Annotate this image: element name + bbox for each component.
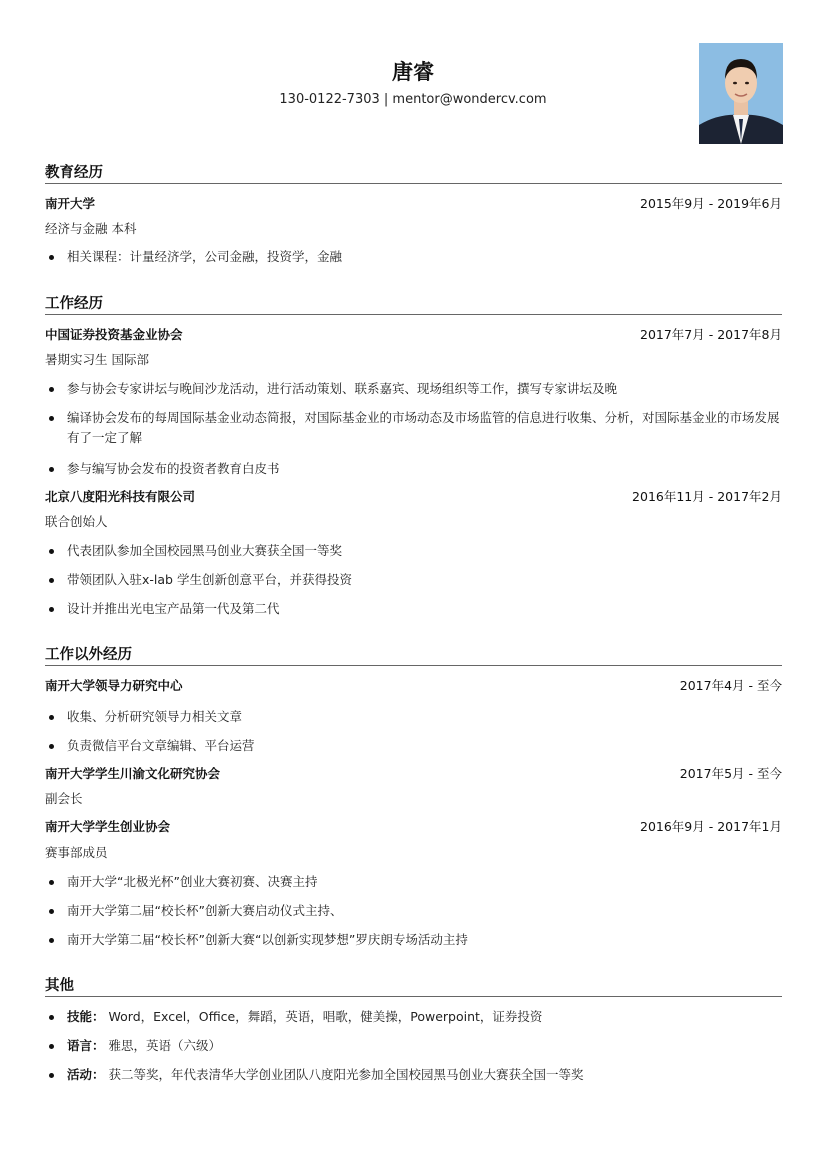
degree: 经济与金融 本科 — [45, 221, 137, 236]
date-range: 2015年9月 - 2019年6月 — [640, 196, 782, 211]
work-entry — [45, 326, 782, 344]
divider — [45, 996, 782, 997]
list-item: 收集、分析研究领导力相关文章 — [45, 707, 782, 727]
work-entry — [45, 488, 782, 506]
school-name: 南开大学 — [45, 196, 96, 211]
role: 副会长 — [45, 791, 83, 806]
list-item: 参与编写协会发布的投资者教育白皮书 — [45, 459, 782, 479]
misc-title: 其他 — [45, 978, 74, 994]
experience-entry — [45, 818, 782, 836]
activity-text: 获二等奖，年代表清华大学创业团队八度阳光参加全国校园黑马创业大赛获全国一等奖 — [108, 1067, 584, 1082]
organization-name: 南开大学领导力研究中心 — [45, 678, 183, 693]
date-range: 2017年4月 - 至今 — [679, 678, 782, 693]
language-label: 语言： — [67, 1038, 105, 1053]
work-section — [45, 292, 782, 315]
list-item: 设计并推出光电宝产品第一代及第二代 — [45, 599, 782, 619]
work-title: 工作经历 — [45, 296, 103, 312]
contact-info: 130-0122-7303 | mentor@wondercv.com — [279, 92, 547, 107]
skills-item — [45, 1007, 782, 1027]
date-range: 2016年9月 - 2017年1月 — [640, 819, 782, 834]
experience-entry — [45, 765, 782, 783]
list-item: 代表团队参加全国校园黑马创业大赛获全国一等奖 — [45, 541, 782, 561]
list-item: 南开大学第二届“校长杯”创新大赛“以创新实现梦想”罗庆朗专场活动主持 — [45, 930, 782, 950]
list-item: 编译协会发布的每周国际基金业动态简报，对国际基金业的市场动态及市场监管的信息进行收集、分析，对国际基金业的市场发展有了一定了解 — [45, 408, 782, 448]
list-item: 带领团队入驻x-lab 学生创新创意平台，并获得投资 — [45, 570, 782, 590]
activity-label: 活动： — [67, 1067, 105, 1082]
candidate-name: 唐睿 — [392, 60, 434, 84]
divider — [45, 183, 782, 184]
list-item: 参与协会专家讲坛与晚间沙龙活动，进行活动策划、联系嘉宾、现场组织等工作，撰写专家讲坛及晚 — [45, 379, 782, 399]
divider — [45, 314, 782, 315]
organization-name: 南开大学学生川渝文化研究协会 — [45, 766, 221, 781]
profile-photo — [699, 43, 783, 144]
company-name: 中国证券投资基金业协会 — [45, 327, 183, 342]
date-range: 2017年7月 - 2017年8月 — [640, 327, 782, 342]
education-section — [45, 161, 782, 184]
education-entry — [45, 195, 782, 213]
date-range: 2017年5月 - 至今 — [679, 766, 782, 781]
misc-section — [45, 974, 782, 997]
divider — [45, 665, 782, 666]
company-name: 北京八度阳光科技有限公司 — [45, 489, 196, 504]
skills-label: 技能： — [67, 1009, 105, 1024]
list-item: 负责微信平台文章编辑、平台运营 — [45, 736, 782, 756]
list-item: 南开大学第二届“校长杯”创新大赛启动仪式主持、 — [45, 901, 782, 921]
language-text: 雅思，英语（六级） — [108, 1038, 222, 1053]
activity-item — [45, 1065, 782, 1085]
list-item: 相关课程：计量经济学，公司金融，投资学，金融 — [45, 247, 782, 267]
other-experience-section — [45, 643, 782, 666]
organization-name: 南开大学学生创业协会 — [45, 819, 171, 834]
job-title: 暑期实习生 国际部 — [45, 352, 149, 367]
experience-entry — [45, 677, 782, 695]
date-range: 2016年11月 - 2017年2月 — [632, 489, 782, 504]
language-item — [45, 1036, 782, 1056]
other-experience-title: 工作以外经历 — [45, 647, 132, 663]
job-title: 联合创始人 — [45, 514, 108, 529]
list-item: 南开大学“北极光杯”创业大赛初赛、决赛主持 — [45, 872, 782, 892]
role: 赛事部成员 — [45, 845, 108, 860]
education-title: 教育经历 — [45, 165, 103, 181]
skills-text: Word，Excel，Office，舞蹈，英语，唱歌，健美操，Powerpoint，证券投资 — [108, 1009, 543, 1024]
